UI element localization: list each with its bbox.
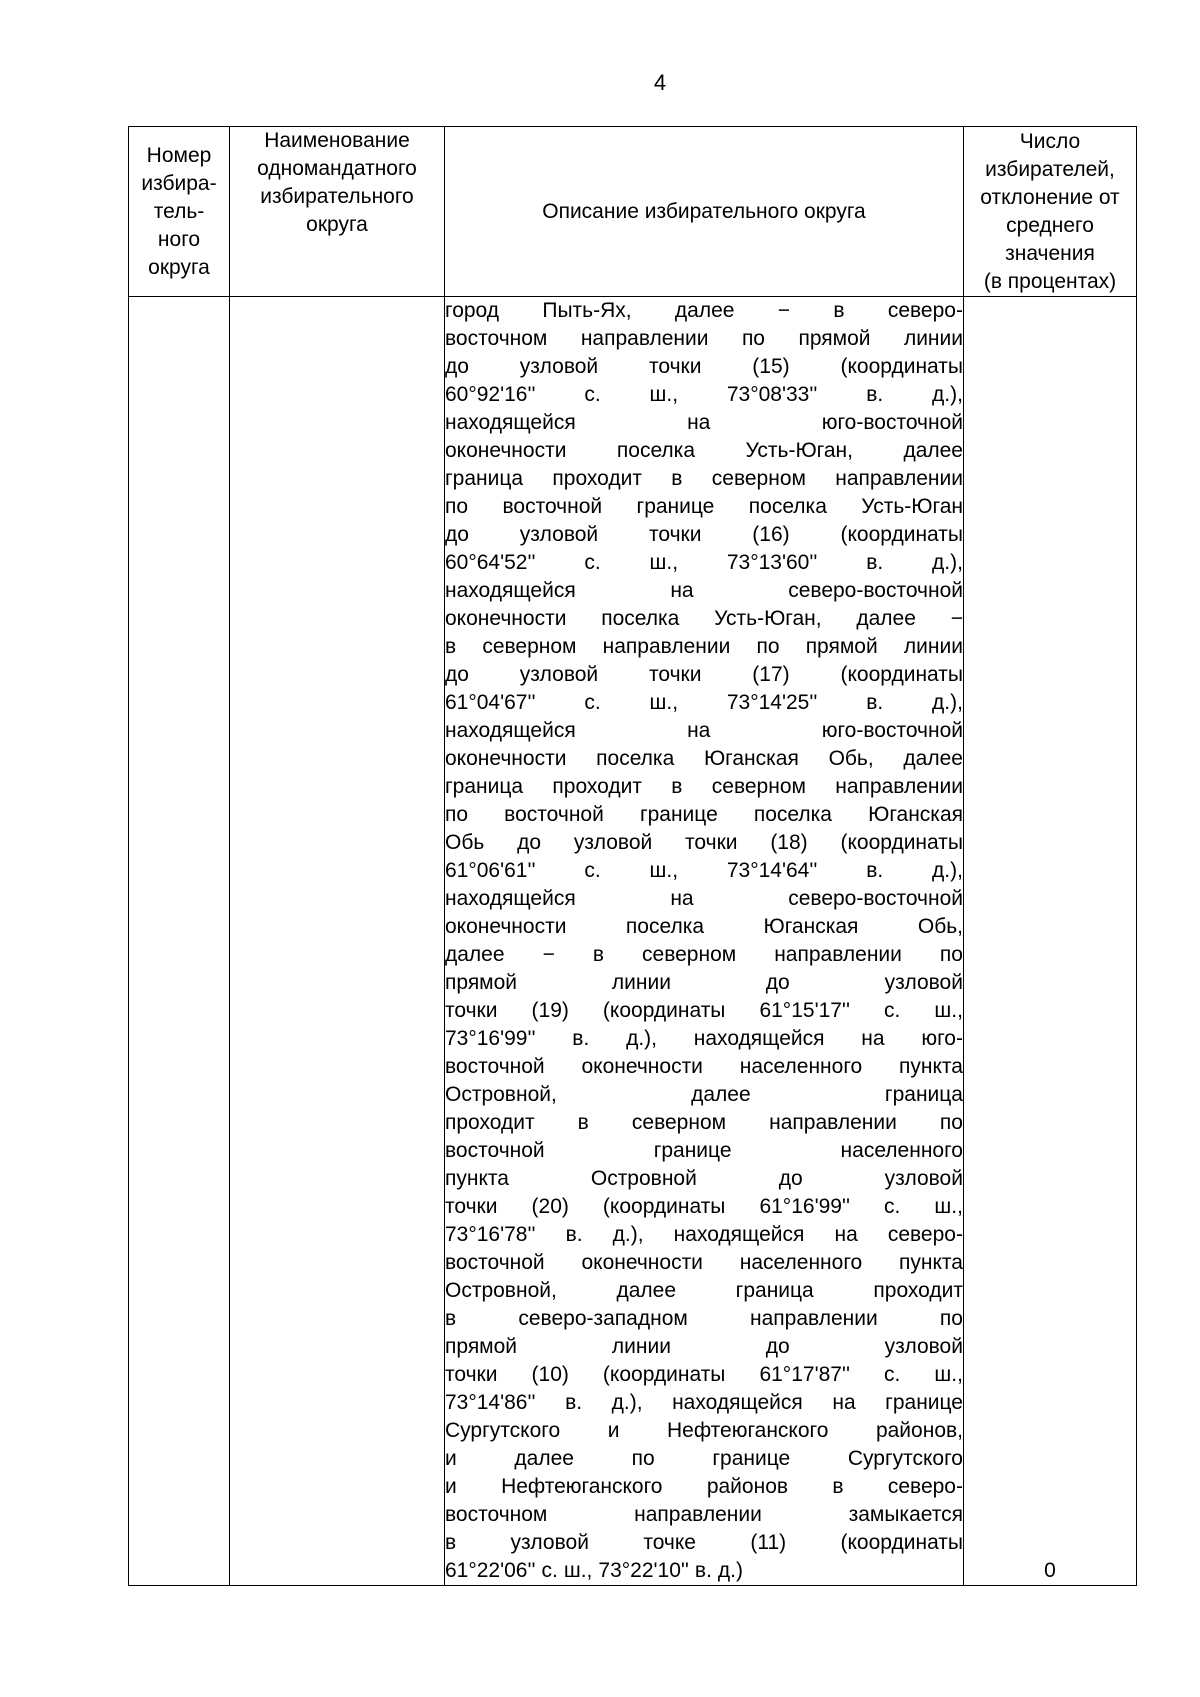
description-line: прямой линии до узловой	[445, 1335, 963, 1358]
header-text-line: среднего	[1006, 214, 1094, 237]
header-text-line: тель-	[153, 199, 205, 223]
description-line: пункта Островной до узловой	[445, 1167, 963, 1190]
description-line: Обь до узловой точки (18) (координаты	[445, 831, 963, 854]
description-line: 73°16'78'' в. д.), находящейся на северо-	[445, 1223, 963, 1246]
header-district-number	[129, 127, 230, 297]
description-line: город Пыть-Ях, далее − в северо-	[445, 299, 963, 322]
description-line: точки (20) (координаты 61°16'99'' с. ш.,	[445, 1195, 963, 1218]
description-line: и далее по границе Сургутского	[445, 1447, 963, 1470]
cell-district-number	[129, 297, 230, 1586]
description-line: находящейся на юго-восточной	[445, 719, 963, 742]
header-voters-deviation	[964, 127, 1137, 297]
description-line: до узловой точки (15) (координаты	[445, 355, 963, 378]
description-line: оконечности поселка Усть-Юган, далее −	[445, 607, 963, 630]
description-line: 61°06'61'' с. ш., 73°14'64'' в. д.),	[445, 859, 963, 882]
table-row	[129, 297, 1137, 1586]
description-line: 73°14'86'' в. д.), находящейся на границе	[445, 1391, 963, 1414]
description-line: 60°92'16'' с. ш., 73°08'33'' в. д.),	[445, 383, 963, 406]
description-line: далее − в северном направлении по	[445, 943, 963, 966]
header-text-line: ного	[157, 227, 201, 251]
description-line: оконечности поселка Юганская Обь,	[445, 915, 963, 938]
description-line: 60°64'52'' с. ш., 73°13'60'' в. д.),	[445, 551, 963, 574]
header-text-line: Номер	[146, 143, 212, 167]
header-district-description	[445, 127, 964, 297]
description-line: до узловой точки (17) (координаты	[445, 663, 963, 686]
description-line: граница проходит в северном направлении	[445, 775, 963, 798]
header-text-line: Число	[1019, 130, 1081, 153]
header-text-line: избира-	[141, 171, 217, 195]
description-line: по восточной границе поселка Юганская	[445, 803, 963, 826]
description-line: восточном направлении по прямой линии	[445, 327, 963, 350]
description-line: граница проходит в северном направлении	[445, 467, 963, 490]
header-district-name	[230, 127, 445, 297]
header-text-line: избирательного	[260, 185, 414, 208]
cell-voters-deviation: 0	[964, 297, 1137, 1586]
description-line: до узловой точки (16) (координаты	[445, 523, 963, 546]
header-text-line: отклонение от	[980, 186, 1120, 209]
cell-district-name	[230, 297, 445, 1586]
header-text-line: Описание избирательного округа	[542, 199, 866, 223]
description-line: оконечности поселка Юганская Обь, далее	[445, 747, 963, 770]
description-line: в северном направлении по прямой линии	[445, 635, 963, 658]
description-line: точки (19) (координаты 61°15'17'' с. ш.,	[445, 999, 963, 1022]
description-line: находящейся на юго-восточной	[445, 411, 963, 434]
cell-district-description	[445, 297, 964, 1586]
header-text-line: значения	[1005, 242, 1095, 265]
electoral-districts-table	[128, 126, 1137, 1586]
description-line: Сургутского и Нефтеюганского районов,	[445, 1419, 963, 1442]
description-line: Островной, далее граница проходит	[445, 1279, 963, 1302]
header-text-line: (в процентах)	[983, 270, 1117, 293]
description-line: восточной границе населенного	[445, 1139, 963, 1162]
description-line: восточной оконечности населенного пункта	[445, 1055, 963, 1078]
description-line: 73°16'99'' в. д.), находящейся на юго-	[445, 1027, 963, 1050]
description-line: в северо-западном направлении по	[445, 1307, 963, 1330]
description-line: Островной, далее граница	[445, 1083, 963, 1106]
header-text-line: избирателей,	[985, 158, 1115, 181]
page-number: 4	[653, 70, 667, 95]
description-line: 61°22'06'' с. ш., 73°22'10'' в. д.)	[445, 1559, 743, 1582]
description-line: находящейся на северо-восточной	[445, 579, 963, 602]
description-line: прямой линии до узловой	[445, 971, 963, 994]
description-line: по восточной границе поселка Усть-Юган	[445, 495, 963, 518]
description-line: проходит в северном направлении по	[445, 1111, 963, 1134]
description-line: в узловой точке (11) (координаты	[445, 1531, 963, 1554]
description-line: 61°04'67'' с. ш., 73°14'25'' в. д.),	[445, 691, 963, 714]
header-text-line: одномандатного	[257, 157, 417, 180]
description-line: находящейся на северо-восточной	[445, 887, 963, 910]
header-text-line: округа	[148, 255, 210, 279]
header-text-line: округа	[306, 213, 368, 236]
description-line: восточном направлении замыкается	[445, 1503, 963, 1526]
header-text-line: Наименование	[264, 129, 410, 152]
description-line: и Нефтеюганского районов в северо-	[445, 1475, 963, 1498]
description-line: оконечности поселка Усть-Юган, далее	[445, 439, 963, 462]
table-header-row	[129, 127, 1137, 297]
description-line: точки (10) (координаты 61°17'87'' с. ш.,	[445, 1363, 963, 1386]
description-line: восточной оконечности населенного пункта	[445, 1251, 963, 1274]
